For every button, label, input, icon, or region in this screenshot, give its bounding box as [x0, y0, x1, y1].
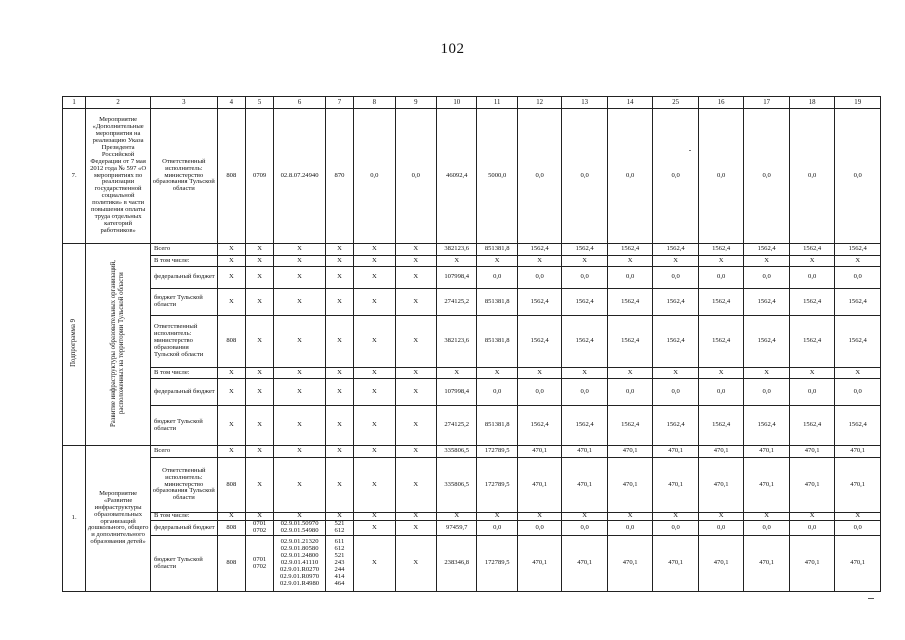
- table-cell: 172789,5: [477, 536, 517, 592]
- header-cell: 13: [562, 97, 608, 109]
- table-cell: Х: [437, 513, 477, 521]
- table-cell: 46092,4: [437, 109, 477, 244]
- table-cell: 0,0: [562, 521, 608, 536]
- table-cell: 0,0: [789, 267, 835, 289]
- table-cell: Х: [245, 244, 273, 256]
- table-cell: 0,0: [653, 109, 699, 244]
- table-cell: 1562,4: [744, 244, 790, 256]
- table-cell: Х: [789, 368, 835, 379]
- table-cell: Х: [477, 256, 517, 267]
- table-cell: 1562,4: [744, 316, 790, 368]
- table-cell: 02.8.07.24940: [274, 109, 326, 244]
- table-cell: Х: [274, 256, 326, 267]
- table-cell: 1562,4: [653, 316, 699, 368]
- table-cell: 107998,4: [437, 267, 477, 289]
- table-cell: Х: [698, 513, 744, 521]
- table-cell: 470,1: [607, 536, 653, 592]
- table-cell: 172789,5: [477, 446, 517, 458]
- page-dash: [868, 598, 874, 599]
- row-label: В том числе:: [150, 256, 217, 267]
- table-cell: Х: [653, 368, 699, 379]
- table-cell: Х: [325, 406, 353, 446]
- row-label: бюджет Тульской области: [150, 289, 217, 316]
- table-row: [63, 244, 881, 256]
- table-cell: 1562,4: [607, 406, 653, 446]
- table-cell: 0,0: [517, 379, 561, 406]
- table-cell: 335806,5: [437, 446, 477, 458]
- table-cell: Х: [653, 513, 699, 521]
- table-cell: 1562,4: [517, 244, 561, 256]
- table-row: [63, 256, 881, 267]
- table-cell: 0,0: [835, 379, 881, 406]
- table-cell: Х: [744, 256, 790, 267]
- header-cell: 18: [789, 97, 835, 109]
- table-row: [63, 446, 881, 458]
- table-cell: Х: [245, 267, 273, 289]
- table-cell: 0,0: [517, 521, 561, 536]
- table-cell: 851381,8: [477, 316, 517, 368]
- table-cell: Х: [562, 256, 608, 267]
- table-row: [63, 368, 881, 379]
- table-cell: 470,1: [698, 536, 744, 592]
- table-cell: Х: [517, 368, 561, 379]
- table-cell: 470,1: [517, 536, 561, 592]
- table-cell: Х: [354, 316, 395, 368]
- table-cell: Х: [395, 316, 436, 368]
- header-cell: 14: [607, 97, 653, 109]
- table-cell: Х: [325, 458, 353, 513]
- table-cell: Х: [274, 267, 326, 289]
- row-label: Всего: [150, 446, 217, 458]
- table-cell: 470,1: [835, 446, 881, 458]
- table-cell: Х: [245, 289, 273, 316]
- table-cell: 470,1: [744, 536, 790, 592]
- table-cell: 1562,4: [517, 406, 561, 446]
- table-cell: 1562,4: [835, 316, 881, 368]
- table-row: [63, 513, 881, 521]
- table-cell: Х: [354, 267, 395, 289]
- table-cell: 470,1: [744, 446, 790, 458]
- table-cell: 0,0: [744, 109, 790, 244]
- table-cell: 0,0: [607, 267, 653, 289]
- row-label: федеральный бюджет: [150, 379, 217, 406]
- table-cell: 0,0: [607, 109, 653, 244]
- table-cell: Х: [835, 256, 881, 267]
- header-cell: 8: [354, 97, 395, 109]
- row-label: В том числе:: [150, 368, 217, 379]
- row-number: 1.: [63, 446, 86, 592]
- table-cell: Х: [245, 379, 273, 406]
- table-cell: Х: [217, 244, 245, 256]
- table-cell: Х: [789, 256, 835, 267]
- table-cell: 470,1: [653, 446, 699, 458]
- table-cell: 0,0: [789, 109, 835, 244]
- table-cell: Х: [325, 244, 353, 256]
- table-cell: Х: [325, 256, 353, 267]
- table-cell: Х: [354, 513, 395, 521]
- table-cell: 1562,4: [789, 244, 835, 256]
- table-cell: 808: [217, 536, 245, 592]
- table-cell: Х: [395, 289, 436, 316]
- table-cell: 5000,0: [477, 109, 517, 244]
- table-cell: 470,1: [698, 446, 744, 458]
- table-cell: 1562,4: [698, 244, 744, 256]
- table-row: [63, 316, 881, 368]
- table-cell: Х: [744, 368, 790, 379]
- table-cell: 0709: [245, 109, 273, 244]
- table-cell: 851381,8: [477, 289, 517, 316]
- header-cell: 7: [325, 97, 353, 109]
- table-cell: Х: [245, 406, 273, 446]
- header-cell: 10: [437, 97, 477, 109]
- row-label: В том числе:: [150, 513, 217, 521]
- table-cell: 0,0: [698, 379, 744, 406]
- table-cell: 0,0: [653, 379, 699, 406]
- table-cell: Х: [354, 521, 395, 536]
- page-number: 102: [440, 41, 465, 57]
- table-cell: 1562,4: [835, 289, 881, 316]
- header-cell: 17: [744, 97, 790, 109]
- table-cell: Х: [245, 316, 273, 368]
- table-cell: Х: [325, 289, 353, 316]
- table-cell: Х: [517, 256, 561, 267]
- table-cell: 0,0: [477, 379, 517, 406]
- table-cell: 238346,8: [437, 536, 477, 592]
- table-cell: 1562,4: [698, 406, 744, 446]
- table-cell: Х: [653, 256, 699, 267]
- table-cell: Х: [835, 513, 881, 521]
- table-cell: 470,1: [653, 536, 699, 592]
- row-label: федеральный бюджет: [150, 521, 217, 536]
- table-cell: 1562,4: [789, 289, 835, 316]
- row-label: бюджет Тульской области: [150, 406, 217, 446]
- table-cell: Х: [354, 406, 395, 446]
- table-cell: 808: [217, 109, 245, 244]
- budget-table: [62, 96, 881, 592]
- table-cell: 1562,4: [607, 244, 653, 256]
- table-cell: Х: [217, 256, 245, 267]
- table-cell: 470,1: [835, 536, 881, 592]
- table-cell: Х: [354, 289, 395, 316]
- table-cell: Х: [395, 256, 436, 267]
- table-cell: Х: [217, 379, 245, 406]
- header-cell: 6: [274, 97, 326, 109]
- table-cell: Х: [217, 368, 245, 379]
- header-cell: 3: [150, 97, 217, 109]
- table-cell: 470,1: [517, 446, 561, 458]
- table-cell: 382123,6: [437, 244, 477, 256]
- header-cell: 4: [217, 97, 245, 109]
- table-cell: 0,0: [562, 267, 608, 289]
- table-cell: Х: [274, 406, 326, 446]
- table-row: [63, 379, 881, 406]
- table-cell: Х: [354, 536, 395, 592]
- table-cell: Х: [835, 368, 881, 379]
- table-cell: 0,0: [698, 109, 744, 244]
- table-cell: 0,0: [477, 521, 517, 536]
- table-cell: Х: [698, 368, 744, 379]
- subprogram-title: Развитие инфраструктуры образовательных организаций, расположенных на территории Тульской области: [110, 259, 126, 427]
- table-cell: 0,0: [835, 267, 881, 289]
- table-cell: Х: [698, 256, 744, 267]
- table-cell: 1562,4: [562, 244, 608, 256]
- table-cell: Х: [217, 267, 245, 289]
- table-cell: 851381,8: [477, 406, 517, 446]
- table-cell: Х: [395, 368, 436, 379]
- table-cell: Х: [217, 446, 245, 458]
- table-cell: 0,0: [562, 109, 608, 244]
- table-cell: Х: [354, 458, 395, 513]
- activity-title: Мероприятие «Развитие инфраструктуры образовательных организаций дошкольного, общего и дополнительного образования детей»: [86, 446, 151, 592]
- table-cell: 470,1: [607, 458, 653, 513]
- row-number: 7.: [63, 109, 86, 244]
- table-cell: 808: [217, 521, 245, 536]
- table-cell: 0,0: [744, 379, 790, 406]
- table-cell: Х: [354, 368, 395, 379]
- table-cell: Х: [562, 368, 608, 379]
- table-cell: 0,0: [698, 521, 744, 536]
- table-cell: Х: [325, 316, 353, 368]
- table-cell: Х: [245, 256, 273, 267]
- table-cell: 02.9.01.21320 02.9.01.80580 02.9.01.24800 02.9.01.41110 02.9.01.R0270 02.9.01.R0970 02.9.01.R4980: [274, 536, 326, 592]
- table-cell: Х: [395, 536, 436, 592]
- row-label: федеральный бюджет: [150, 267, 217, 289]
- table-cell: Х: [274, 513, 326, 521]
- table-cell: 97459,7: [437, 521, 477, 536]
- table-cell: 1562,4: [789, 316, 835, 368]
- table-cell: 0,0: [744, 267, 790, 289]
- table-cell: Х: [274, 368, 326, 379]
- section-label: Подпрограмма 9: [70, 319, 78, 367]
- table-cell: 470,1: [789, 446, 835, 458]
- table-cell: 0,0: [789, 379, 835, 406]
- table-cell: 382123,6: [437, 316, 477, 368]
- row-label: Всего: [150, 244, 217, 256]
- header-cell: 19: [835, 97, 881, 109]
- table-cell: 274125,2: [437, 406, 477, 446]
- table-cell: 1562,4: [835, 406, 881, 446]
- header-cell: 25: [653, 97, 699, 109]
- table-cell: 0,0: [789, 521, 835, 536]
- table-cell: 470,1: [744, 458, 790, 513]
- table-cell: 1562,4: [744, 289, 790, 316]
- header-cell: 5: [245, 97, 273, 109]
- table-cell: 0,0: [607, 521, 653, 536]
- table-cell: 1562,4: [607, 316, 653, 368]
- table-cell: 0,0: [562, 379, 608, 406]
- table-row: [63, 109, 881, 244]
- row-label: Ответственный исполнитель: министерство образования Тульской области: [150, 458, 217, 513]
- table-cell: 1562,4: [698, 289, 744, 316]
- header-cell: 16: [698, 97, 744, 109]
- table-cell: Х: [607, 368, 653, 379]
- table-cell: Х: [354, 379, 395, 406]
- table-cell: 521 612: [325, 521, 353, 536]
- table-cell: Х: [274, 316, 326, 368]
- table-cell: 02.9.01.50970 02.9.01.54980: [274, 521, 326, 536]
- header-cell: 1: [63, 97, 86, 109]
- table-cell: Х: [217, 289, 245, 316]
- section-cell: [63, 244, 86, 446]
- table-cell: 172789,5: [477, 458, 517, 513]
- activity-title: Мероприятие «Дополнительные мероприятия на реализацию Указа Президента Российской Федерации от 7 мая 2012 года № 597 «О мероприятиях по реализации государственной социальной политики» в части повышения оплаты труда отдельных категорий работников»: [86, 109, 151, 244]
- table-row: [63, 406, 881, 446]
- table-row: [63, 289, 881, 316]
- table-cell: Х: [395, 521, 436, 536]
- table-cell: Х: [245, 513, 273, 521]
- table-cell: Х: [325, 379, 353, 406]
- table-cell: 1562,4: [562, 316, 608, 368]
- table-cell: 1562,4: [562, 289, 608, 316]
- table-cell: Х: [395, 513, 436, 521]
- table-cell: 470,1: [562, 446, 608, 458]
- table-cell: 274125,2: [437, 289, 477, 316]
- table-row: [63, 521, 881, 536]
- table-cell: 0701 0702: [245, 536, 273, 592]
- table-cell: 0,0: [653, 521, 699, 536]
- table-row: [63, 536, 881, 592]
- table-cell: 0,0: [744, 521, 790, 536]
- table-cell: 0,0: [607, 379, 653, 406]
- table-cell: 0,0: [517, 267, 561, 289]
- table-cell: 1562,4: [653, 244, 699, 256]
- table-cell: 0,0: [517, 109, 561, 244]
- table-cell: 1562,4: [789, 406, 835, 446]
- header-cell: 2: [86, 97, 151, 109]
- table-cell: 851381,8: [477, 244, 517, 256]
- table-cell: Х: [395, 406, 436, 446]
- table-cell: Х: [607, 513, 653, 521]
- table-cell: Х: [274, 379, 326, 406]
- table-cell: 611 612 521 243 244 414 464: [325, 536, 353, 592]
- table-cell: 470,1: [789, 458, 835, 513]
- table-cell: Х: [789, 513, 835, 521]
- table-cell: 470,1: [653, 458, 699, 513]
- table-cell: 0,0: [698, 267, 744, 289]
- table-cell: 470,1: [562, 536, 608, 592]
- table-cell: 470,1: [562, 458, 608, 513]
- table-cell: Х: [325, 368, 353, 379]
- table-cell: Х: [217, 513, 245, 521]
- table-cell: 1562,4: [698, 316, 744, 368]
- row-label: Ответственный исполнитель: министерство образования Тульской области: [150, 316, 217, 368]
- header-row: [63, 97, 881, 109]
- table-cell: Х: [325, 267, 353, 289]
- row-label: бюджет Тульской области: [150, 536, 217, 592]
- header-cell: 12: [517, 97, 561, 109]
- table-cell: Х: [274, 458, 326, 513]
- table-cell: Х: [325, 513, 353, 521]
- header-cell: 9: [395, 97, 436, 109]
- table-cell: 0701 0702: [245, 521, 273, 536]
- table-row: [63, 267, 881, 289]
- table-cell: Х: [325, 446, 353, 458]
- table-cell: 0,0: [477, 267, 517, 289]
- header-cell: 11: [477, 97, 517, 109]
- table-cell: Х: [354, 446, 395, 458]
- table-cell: 335806,5: [437, 458, 477, 513]
- table-cell: Х: [245, 458, 273, 513]
- table-cell: 0,0: [835, 521, 881, 536]
- table-cell: 1562,4: [517, 316, 561, 368]
- table-cell: Х: [274, 289, 326, 316]
- table-cell: 870: [325, 109, 353, 244]
- table-cell: 1562,4: [517, 289, 561, 316]
- table-cell: Х: [354, 244, 395, 256]
- table-cell: Х: [274, 446, 326, 458]
- table-cell: Х: [395, 458, 436, 513]
- table-cell: 1562,4: [607, 289, 653, 316]
- table-cell: 0,0: [395, 109, 436, 244]
- table-cell: Х: [607, 256, 653, 267]
- table-cell: 107998,4: [437, 379, 477, 406]
- table-cell: 470,1: [698, 458, 744, 513]
- table-cell: Х: [395, 267, 436, 289]
- table-cell: 470,1: [517, 458, 561, 513]
- table-cell: 470,1: [789, 536, 835, 592]
- table-cell: Х: [562, 513, 608, 521]
- table-cell: 808: [217, 458, 245, 513]
- table-cell: 470,1: [835, 458, 881, 513]
- table-cell: 1562,4: [562, 406, 608, 446]
- table-cell: Х: [395, 446, 436, 458]
- table-cell: 0,0: [354, 109, 395, 244]
- table-cell: Х: [744, 513, 790, 521]
- table-cell: Х: [437, 256, 477, 267]
- table-cell: 0,0: [653, 267, 699, 289]
- table-cell: Х: [245, 446, 273, 458]
- table-cell: 470,1: [607, 446, 653, 458]
- table-cell: Х: [477, 368, 517, 379]
- table-cell: Х: [354, 256, 395, 267]
- table-cell: Х: [395, 244, 436, 256]
- table-row: [63, 458, 881, 513]
- table-cell: 1562,4: [744, 406, 790, 446]
- subprogram-title-cell: [86, 244, 151, 446]
- table-cell: 808: [217, 316, 245, 368]
- table-cell: Х: [395, 379, 436, 406]
- executor-cell: Ответственный исполнитель: министерство образования Тульской области: [150, 109, 217, 244]
- table-cell: Х: [437, 368, 477, 379]
- table-cell: 0,0: [835, 109, 881, 244]
- table-cell: 1562,4: [835, 244, 881, 256]
- table-cell: Х: [245, 368, 273, 379]
- table-cell: Х: [477, 513, 517, 521]
- table-cell: 1562,4: [653, 406, 699, 446]
- table-cell: Х: [217, 406, 245, 446]
- table-cell: Х: [517, 513, 561, 521]
- table-cell: 1562,4: [653, 289, 699, 316]
- table-cell: Х: [274, 244, 326, 256]
